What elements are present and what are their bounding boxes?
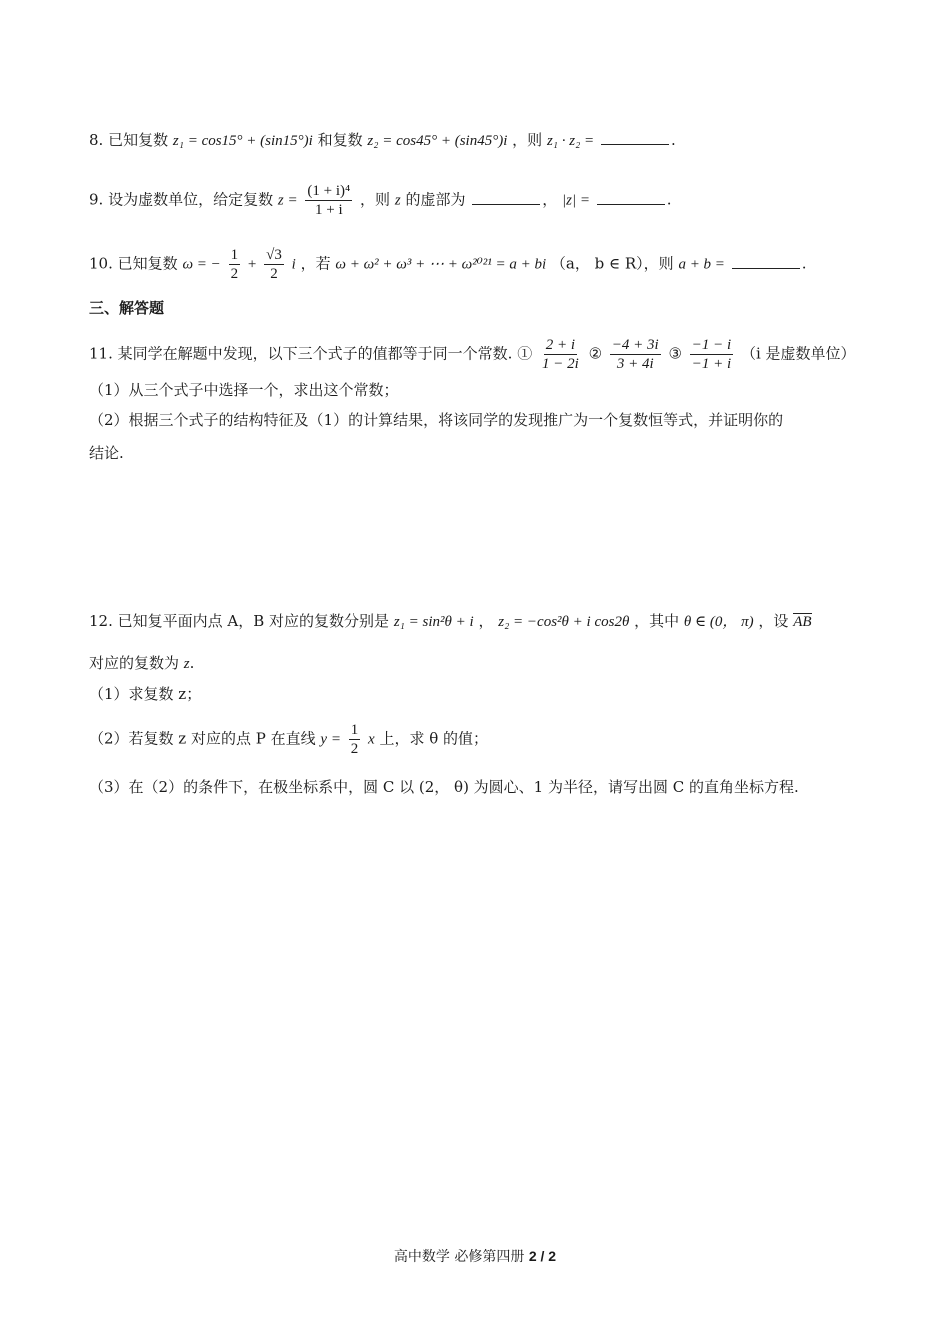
question-10: 10. 已知复数 ω = − $\frac{1}{2}$ + $\frac{√3}{2}$ i ，若 ω + ω² + ω³ + ⋯ + ω²⁰²¹ = a + bi （a， b ∈ R），则 a + b = . xyxy=(89,247,807,282)
answer-blank xyxy=(472,190,540,205)
fraction: $\frac{1}{2}$ xyxy=(350,722,359,757)
question-11: 11. 某同学在解题中发现，以下三个式子的值都等于同一个常数. ① $\frac{2 + i}{1 - 2i}$ ② $\frac{-4 + 3i}{3 + 4i}$ ③ $\frac{-1 - i}{-1 + i}$ （i 是虚数单位） xyxy=(89,337,856,372)
z1-expression: z₁ = cos15° + (sin15°)i xyxy=(172,133,313,149)
page-number: 2 / 2 xyxy=(528,1248,557,1264)
fraction: $\frac{\text{(1 + i)⁴}}{1 + i}$ xyxy=(307,183,351,218)
q12-part-3: （3）在（2）的条件下，在极坐标系中，圆 C 以 (2， θ) 为圆心、1 为半径，请写出圆 C 的直角坐标方程. xyxy=(89,778,799,796)
vector-ab: AB xyxy=(793,614,812,630)
question-8: 8. 已知复数 z₁ = cos15° + (sin15°)i 和复数 z₂ = cos45° + (sin45°)i ，则 z₁ · z₂ = . xyxy=(89,131,676,149)
q12-cont: 对应的复数为 z. xyxy=(89,654,195,672)
fraction: $\frac{-4 + 3i}{3 + 4i}$ xyxy=(611,337,659,372)
q11-part-1: （1）从三个式子中选择一个，求出这个常数； xyxy=(89,381,399,399)
fraction: $\frac{2 + i}{1 - 2i}$ xyxy=(542,337,579,372)
section-heading: 三、解答题 xyxy=(89,299,165,317)
question-9: 9. 设为虚数单位，给定复数 z = $\frac{\text{(1 + i)⁴}}{1 + i}$ ，则 z 的虚部为 ， |z| = . xyxy=(89,183,672,218)
question-12: 12. 已知复平面内点 A，B 对应的复数分别是 z₁ = sin²θ + i ， z₂ = −cos²θ + i cos2θ ，其中 θ ∈ (0， π) ，设 AB xyxy=(89,612,812,630)
q11-part-2-cont: 结论. xyxy=(89,444,124,462)
fraction: $\frac{-1 - i}{-1 + i}$ xyxy=(691,337,732,372)
q11-part-2: （2）根据三个式子的结构特征及（1）的计算结果，将该同学的发现推广为一个复数恒等式，并证明你的 xyxy=(89,411,784,429)
page-footer: 高中数学 必修第四册 2 / 2 xyxy=(393,1248,557,1265)
answer-blank xyxy=(601,130,669,145)
z2-expression: z₂ = cos45° + (sin45°)i xyxy=(367,133,508,149)
fraction: $\frac{√3}{2}$ xyxy=(266,247,282,282)
q12-part-2: （2）若复数 z 对应的点 P 在直线 y = $\frac{1}{2}$ x 上，求 θ 的值； xyxy=(89,722,489,757)
q12-part-1: （1）求复数 z； xyxy=(89,685,202,703)
answer-blank xyxy=(597,190,665,205)
fraction: $\frac{1}{2}$ xyxy=(230,247,239,282)
answer-blank xyxy=(732,254,800,269)
